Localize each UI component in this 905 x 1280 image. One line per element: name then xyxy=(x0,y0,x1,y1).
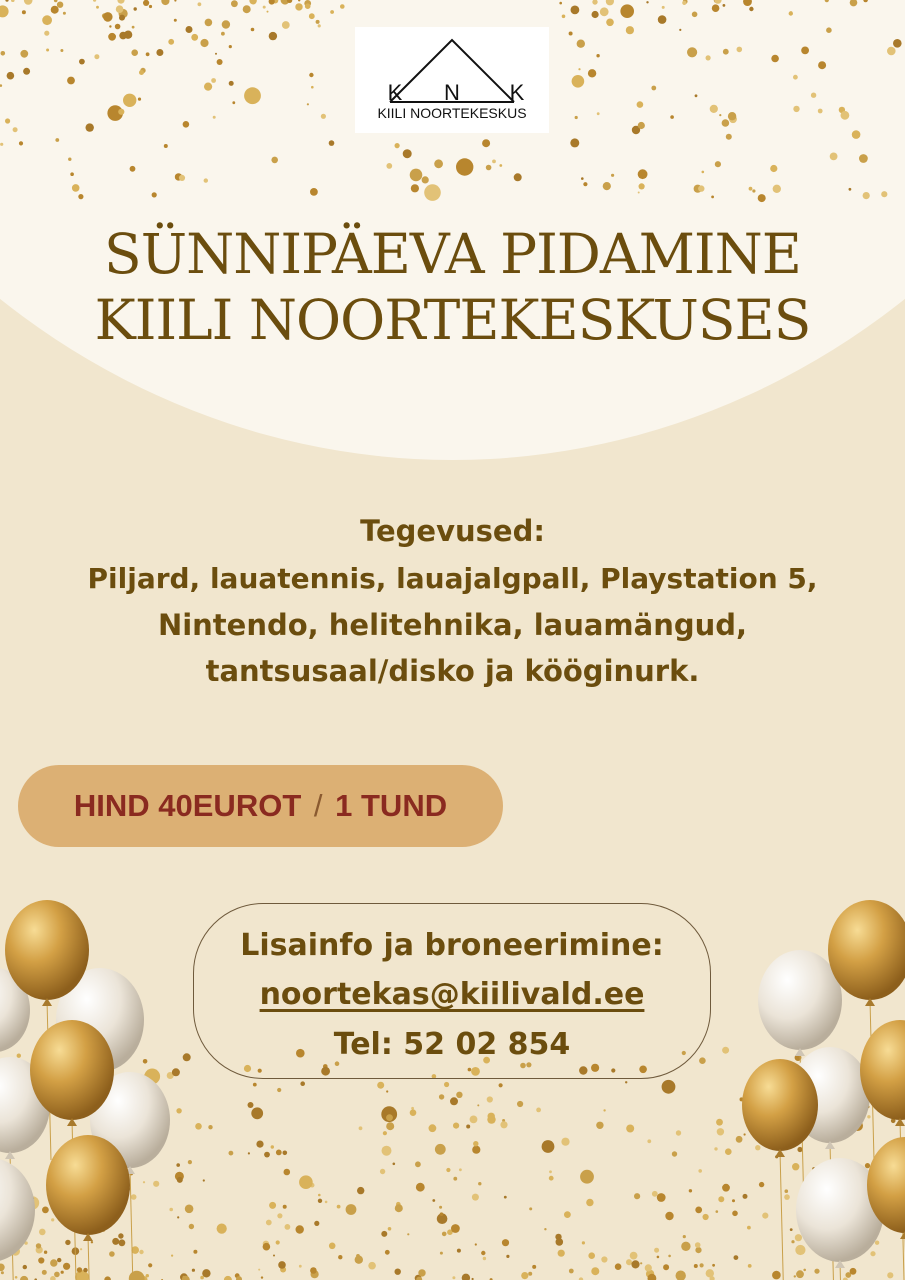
logo-letter-n: N xyxy=(444,80,460,105)
title-line-1: SÜNNIPÄEVA PIDAMINE xyxy=(104,222,801,286)
gold-balloon xyxy=(46,1135,130,1280)
activities-heading: Tegevused: xyxy=(360,514,545,548)
logo-letter-k: K xyxy=(387,80,403,105)
activities-line: tantsusaal/disko ja kööginurk. xyxy=(205,654,700,688)
contact-email-link[interactable]: noortekas@kiilivald.ee xyxy=(259,977,645,1012)
title-line-2: KIILI NOORTEKESKUSES xyxy=(94,288,811,352)
contact-box xyxy=(193,903,711,1079)
gold-balloon xyxy=(742,1059,818,1280)
contact-phone: Tel: 52 02 854 xyxy=(333,1027,571,1062)
contact-heading: Lisainfo ja broneerimine: xyxy=(240,928,664,963)
price-separator: / xyxy=(313,788,323,823)
price-unit: 1 TUND xyxy=(335,788,448,823)
white-balloon xyxy=(0,1158,35,1280)
activities-line: Nintendo, helitehnika, lauamängud, xyxy=(157,608,748,642)
logo-letter-k: K xyxy=(509,80,525,105)
activities-line: Piljard, lauatennis, lauajalgpall, Playstation 5, xyxy=(87,562,818,595)
gold-balloon xyxy=(867,1137,905,1280)
logo-name: KIILI NOORTEKESKUS xyxy=(377,105,527,121)
price-amount: HIND 40EUROT xyxy=(73,788,302,823)
